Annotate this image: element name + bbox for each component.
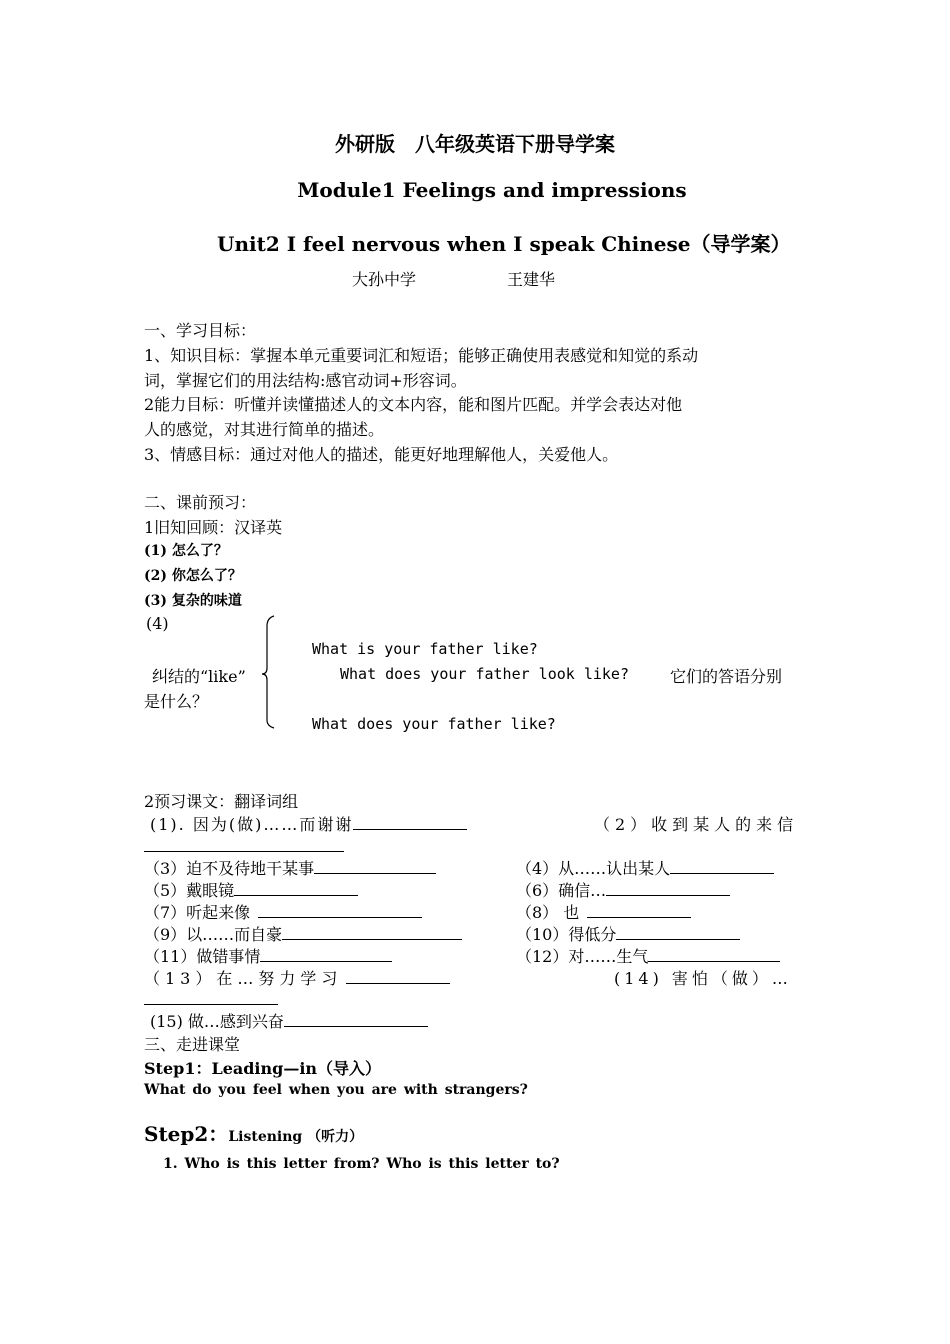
phrase-item [144, 966, 450, 989]
phrase-text: (15) 做…感到兴奋 [150, 1012, 284, 1031]
phrase-text: （4）从……认出某人 [516, 859, 671, 878]
review-q4: (4) [146, 614, 169, 633]
review-q1: (1) 怎么了？ [144, 543, 228, 559]
phrase-text: (1). 因为(做)……而谢谢 [150, 815, 354, 834]
review-q3: (3) 复杂的味道 [144, 593, 242, 609]
phrase-item [516, 922, 740, 945]
unit-title: Unit2 I feel nervous when I speak Chinese（导学案） [217, 232, 791, 256]
answer-blank[interactable] [234, 880, 358, 896]
review-heading: 1旧知回顾：汉译英 [144, 518, 283, 537]
answer-blank[interactable] [314, 858, 436, 874]
step1-heading: Step1：Leading—in（导入） [144, 1059, 382, 1078]
phrase-item [144, 944, 392, 967]
phrase-text: （9）以……而自豪 [144, 925, 283, 944]
phrase-item [144, 878, 358, 901]
answer-blank[interactable] [670, 858, 774, 874]
step2-sub: Listening （听力） [228, 1129, 364, 1145]
phrase-text: （6）确信… [516, 881, 607, 900]
answer-blank[interactable] [284, 1011, 428, 1027]
review-q2: (2) 你怎么了？ [144, 568, 242, 584]
step1-question: What do you feel when you are with strangers? [144, 1082, 528, 1098]
answer-blank[interactable] [606, 880, 730, 896]
step2-question-1: 1. Who is this letter from? Who is this letter to? [163, 1156, 560, 1172]
phrase-item [150, 812, 467, 835]
phrase-text: （12）对……生气 [516, 947, 649, 966]
phrase-text: （10）得低分 [516, 925, 617, 944]
phrase-item [516, 878, 730, 901]
answer-blank[interactable] [282, 924, 462, 940]
answer-blank[interactable] [258, 902, 422, 918]
phrase-text: （11）做错事情 [144, 947, 261, 966]
like-label: 纠结的“like” [152, 667, 246, 686]
phrase-text: （8） 也 [516, 903, 580, 922]
author-name: 王建华 [507, 270, 556, 289]
phrase-item [516, 856, 774, 879]
answer-blank[interactable] [144, 989, 278, 1005]
phrase-item [144, 900, 422, 923]
phrase-item [144, 922, 462, 945]
goal-ability-2: 人的感觉，对其进行简单的描述。 [144, 420, 385, 439]
like-question-1: What is your father like? [312, 640, 538, 658]
module-title: Module1 Feelings and impressions [297, 178, 687, 202]
like-ask: 它们的答语分别 [670, 667, 783, 686]
page-title: 外研版 八年级英语下册导学案 [335, 132, 615, 156]
section1-heading: 一、学习目标： [144, 321, 257, 340]
step2-heading [144, 1118, 363, 1147]
phrase-item: (14) 害怕（做）… [614, 969, 792, 988]
goal-emotion: 3、情感目标：通过对他人的描述，能更好地理解他人，关爱他人。 [144, 445, 619, 464]
left-brace-icon [258, 612, 278, 732]
section3-heading: 三、走进课堂 [144, 1035, 241, 1054]
answer-blank[interactable] [587, 902, 691, 918]
answer-blank[interactable] [353, 814, 467, 830]
phrase-heading: 2预习课文：翻译词组 [144, 792, 299, 811]
goal-knowledge-2: 词，掌握它们的用法结构:感官动词+形容词。 [144, 371, 467, 390]
like-question-2: What does your father look like? [340, 665, 629, 683]
answer-blank[interactable] [346, 968, 450, 984]
phrase-text: （5）戴眼镜 [144, 881, 235, 900]
goal-ability-1: 2能力目标：听懂并读懂描述人的文本内容，能和图片匹配。并学会表达对他 [144, 395, 683, 414]
phrase-item [144, 856, 436, 879]
phrase-item [516, 944, 780, 967]
phrase-item [516, 900, 691, 923]
section2-heading: 二、课前预习： [144, 493, 257, 512]
like-ask-2: 是什么？ [144, 692, 209, 711]
step2-label: Step2： [144, 1122, 229, 1146]
phrase-text: （13）在…努力学习 [144, 969, 343, 988]
like-question-3: What does your father like? [312, 715, 556, 733]
answer-blank[interactable] [260, 946, 392, 962]
phrase-text: （3）迫不及待地干某事 [144, 859, 315, 878]
answer-blank[interactable] [144, 836, 344, 852]
school-name: 大孙中学 [352, 270, 417, 289]
phrase-item [150, 1009, 428, 1032]
answer-blank[interactable] [616, 924, 740, 940]
phrase-item: （2）收到某人的来信 [594, 815, 799, 834]
answer-blank[interactable] [648, 946, 780, 962]
goal-knowledge-1: 1、知识目标：掌握本单元重要词汇和短语；能够正确使用表感觉和知觉的系动 [144, 346, 699, 365]
phrase-text: （7）听起来像 [144, 903, 251, 922]
